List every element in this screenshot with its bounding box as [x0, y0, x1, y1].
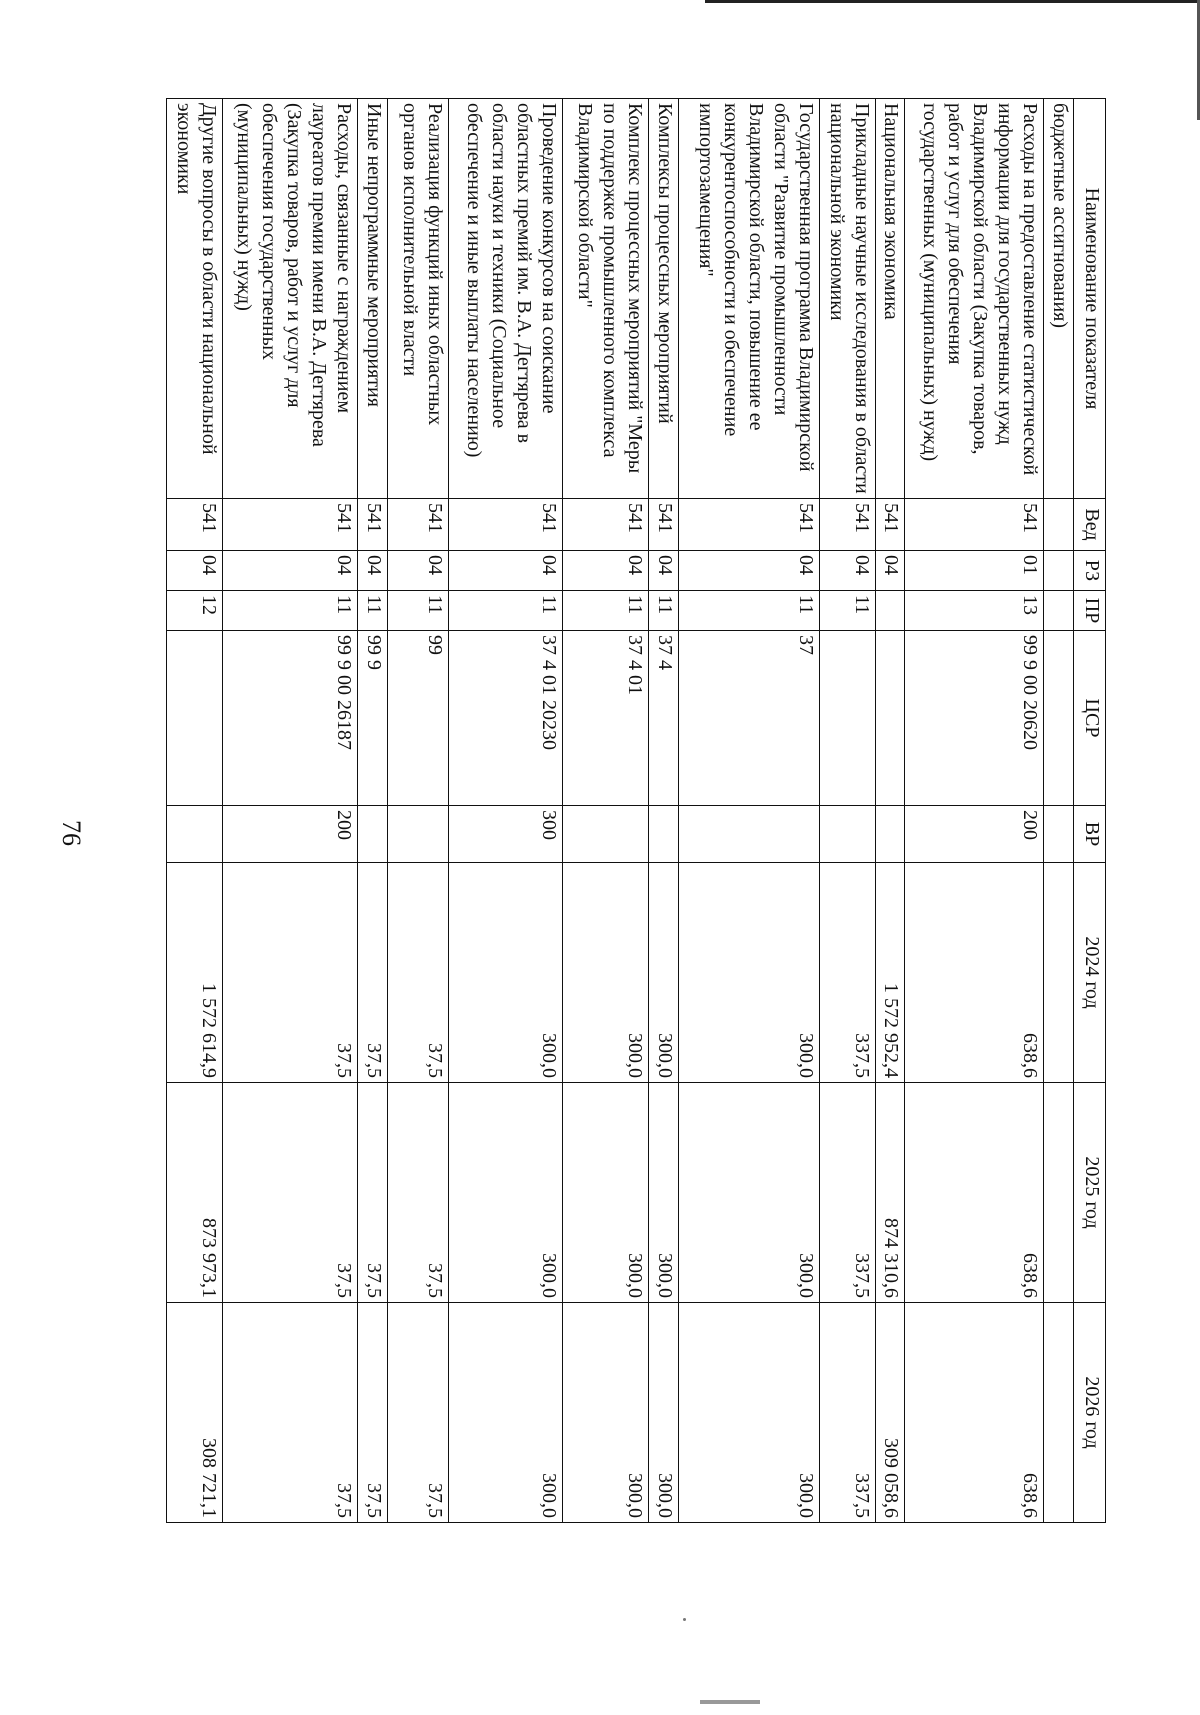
row-2026 — [1044, 1303, 1074, 1523]
row-2024: 37,5 — [358, 863, 388, 1083]
row-name: Другие вопросы в области национальной экономики — [167, 99, 223, 499]
row-vr — [387, 806, 448, 863]
row-ved: 541 — [678, 499, 819, 551]
row-2025: 337,5 — [819, 1083, 875, 1303]
row-2025: 874 310,6 — [875, 1083, 905, 1303]
row-2024 — [1044, 863, 1074, 1083]
row-ved: 541 — [167, 499, 223, 551]
row-2026: 308 721,1 — [167, 1303, 223, 1523]
row-2026: 37,5 — [358, 1303, 388, 1523]
row-name: Комплекс процессных мероприятий "Меры по поддержке промышленного комплекса Владимирской области" — [562, 99, 648, 499]
table-row — [678, 99, 819, 1523]
header-row — [1074, 99, 1106, 1523]
row-csr: 99 9 00 20620 — [905, 631, 1044, 806]
table-row — [562, 99, 648, 1523]
row-csr — [167, 631, 223, 806]
row-csr — [1044, 631, 1074, 806]
row-rz: 04 — [387, 551, 448, 591]
row-2024: 638,6 — [905, 863, 1044, 1083]
header-name: Наименование показателя — [1074, 99, 1106, 499]
row-name: Проведение конкурсов на соискание областных премий им. В.А. Дегтярева в области науки и техники (Социальное обеспечение и иные выплаты населению) — [448, 99, 562, 499]
row-csr: 37 4 01 20230 — [448, 631, 562, 806]
row-vr — [678, 806, 819, 863]
row-name: Реализация функций иных областных органов исполнительной власти — [387, 99, 448, 499]
row-vr: 300 — [448, 806, 562, 863]
table-row — [387, 99, 448, 1523]
row-name: бюджетные ассигнования) — [1044, 99, 1074, 499]
row-pr — [875, 591, 905, 631]
row-name: Комплексы процессных мероприятий — [649, 99, 679, 499]
row-rz: 04 — [678, 551, 819, 591]
table-row — [905, 99, 1044, 1523]
table-row — [875, 99, 905, 1523]
row-vr — [649, 806, 679, 863]
row-2025: 300,0 — [678, 1083, 819, 1303]
row-vr — [875, 806, 905, 863]
row-pr: 11 — [358, 591, 388, 631]
row-2025: 873 973,1 — [167, 1083, 223, 1303]
row-2024: 300,0 — [448, 863, 562, 1083]
row-vr: 200 — [905, 806, 1044, 863]
top-border-line — [705, 0, 1200, 3]
row-csr: 37 4 — [649, 631, 679, 806]
row-name: Иные непрограммные мероприятия — [358, 99, 388, 499]
row-ved: 541 — [448, 499, 562, 551]
row-pr: 11 — [223, 591, 358, 631]
row-pr: 11 — [678, 591, 819, 631]
row-2024: 337,5 — [819, 863, 875, 1083]
table-row — [448, 99, 562, 1523]
row-2024: 300,0 — [649, 863, 679, 1083]
budget-table — [166, 98, 1106, 1523]
row-name: Национальная экономика — [875, 99, 905, 499]
header-rz: РЗ — [1074, 551, 1106, 591]
row-name: Расходы на предоставление статистической информации для государственных нужд Владимирской области (Закупка товаров, работ и услуг для обеспечения государственных (муниципальных) нужд) — [905, 99, 1044, 499]
row-ved: 541 — [358, 499, 388, 551]
table-row — [223, 99, 358, 1523]
row-ved: 541 — [875, 499, 905, 551]
row-name: Расходы, связанные с награждением лауреатов премии имени В.А. Дегтярева (Закупка товаров, работ и услуг для обеспечения государственных (муниципальных) нужд) — [223, 99, 358, 499]
row-rz: 01 — [905, 551, 1044, 591]
row-2025: 638,6 — [905, 1083, 1044, 1303]
row-vr — [819, 806, 875, 863]
row-ved — [1044, 499, 1074, 551]
row-vr — [167, 806, 223, 863]
row-rz: 04 — [819, 551, 875, 591]
row-csr: 37 — [678, 631, 819, 806]
table-row — [167, 99, 223, 1523]
table-row — [819, 99, 875, 1523]
row-2025: 37,5 — [358, 1083, 388, 1303]
row-2026: 638,6 — [905, 1303, 1044, 1523]
row-2024: 300,0 — [678, 863, 819, 1083]
row-csr: 99 9 00 26187 — [223, 631, 358, 806]
bottom-scan-mark — [700, 1700, 760, 1704]
table-row — [358, 99, 388, 1523]
row-csr — [875, 631, 905, 806]
row-pr: 13 — [905, 591, 1044, 631]
rotated-table-container — [166, 98, 1106, 1522]
row-2025: 300,0 — [649, 1083, 679, 1303]
row-rz: 04 — [223, 551, 358, 591]
row-2026: 300,0 — [562, 1303, 648, 1523]
row-rz: 04 — [358, 551, 388, 591]
row-2026: 37,5 — [223, 1303, 358, 1523]
row-2024: 300,0 — [562, 863, 648, 1083]
row-pr: 11 — [562, 591, 648, 631]
row-rz: 04 — [167, 551, 223, 591]
header-ved: Вед — [1074, 499, 1106, 551]
row-pr: 11 — [649, 591, 679, 631]
row-pr: 11 — [819, 591, 875, 631]
row-csr: 37 4 01 — [562, 631, 648, 806]
row-ved: 541 — [905, 499, 1044, 551]
row-2026: 300,0 — [678, 1303, 819, 1523]
row-2025: 37,5 — [223, 1083, 358, 1303]
row-vr — [1044, 806, 1074, 863]
row-csr: 99 — [387, 631, 448, 806]
page-number: 76 — [57, 820, 86, 846]
header-vr: ВР — [1074, 806, 1106, 863]
row-2026: 37,5 — [387, 1303, 448, 1523]
header-2025: 2025 год — [1074, 1083, 1106, 1303]
row-2026: 309 058,6 — [875, 1303, 905, 1523]
row-rz: 04 — [448, 551, 562, 591]
row-rz: 04 — [562, 551, 648, 591]
header-pr: ПР — [1074, 591, 1106, 631]
row-2026: 300,0 — [448, 1303, 562, 1523]
row-2025 — [1044, 1083, 1074, 1303]
row-2025: 300,0 — [562, 1083, 648, 1303]
row-vr — [562, 806, 648, 863]
row-2025: 300,0 — [448, 1083, 562, 1303]
row-name: Прикладные научные исследования в области национальной экономики — [819, 99, 875, 499]
header-csr: ЦСР — [1074, 631, 1106, 806]
row-pr — [1044, 591, 1074, 631]
table-row — [649, 99, 679, 1523]
scan-speck — [683, 1618, 686, 1621]
row-2026: 337,5 — [819, 1303, 875, 1523]
row-vr: 200 — [223, 806, 358, 863]
row-2024: 1 572 614,9 — [167, 863, 223, 1083]
row-2024: 37,5 — [387, 863, 448, 1083]
row-csr — [819, 631, 875, 806]
row-rz: 04 — [649, 551, 679, 591]
row-2024: 37,5 — [223, 863, 358, 1083]
row-rz — [1044, 551, 1074, 591]
row-vr — [358, 806, 388, 863]
row-ved: 541 — [649, 499, 679, 551]
row-pr: 12 — [167, 591, 223, 631]
row-2024: 1 572 952,4 — [875, 863, 905, 1083]
row-pr: 11 — [387, 591, 448, 631]
row-2026: 300,0 — [649, 1303, 679, 1523]
header-2026: 2026 год — [1074, 1303, 1106, 1523]
row-ved: 541 — [562, 499, 648, 551]
table-row — [1044, 99, 1074, 1523]
header-2024: 2024 год — [1074, 863, 1106, 1083]
row-rz: 04 — [875, 551, 905, 591]
row-ved: 541 — [387, 499, 448, 551]
row-ved: 541 — [223, 499, 358, 551]
row-pr: 11 — [448, 591, 562, 631]
row-name: Государственная программа Владимирской области "Развитие промышленности Владимирской области, повышение ее конкурентоспособности и обеспечение импортозамещения" — [678, 99, 819, 499]
row-ved: 541 — [819, 499, 875, 551]
row-2025: 37,5 — [387, 1083, 448, 1303]
row-csr: 99 9 — [358, 631, 388, 806]
